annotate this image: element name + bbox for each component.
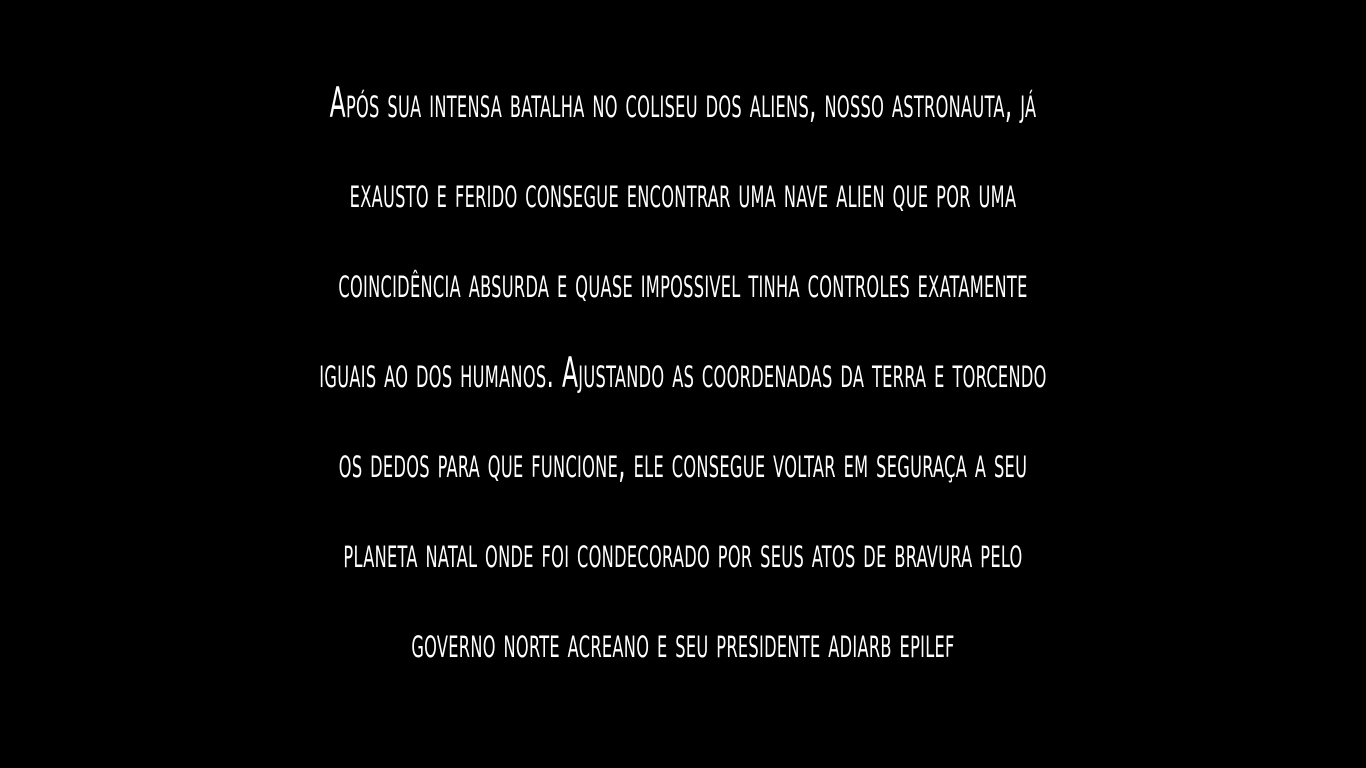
story-line-3: coincidência absurda e quase impossivel tinha controles exatamente	[338, 258, 1028, 307]
story-line-6: planeta natal onde foi condecorado por seus atos de bravura pelo	[343, 528, 1023, 577]
story-line-4: iguais ao dos humanos. Ajustando as coordenadas da terra e torcendo	[319, 348, 1047, 397]
story-line-1: Após sua intensa batalha no coliseu dos aliens, nosso astronauta, já	[329, 78, 1037, 127]
story-line-2: exausto e ferido consegue encontrar uma nave alien que por uma	[349, 168, 1017, 217]
story-line-7: governo norte acreano e seu presidente adiarb epilef	[411, 618, 955, 667]
story-line-5: os dedos para que funcione, ele consegue voltar em seguraça a seu	[338, 438, 1028, 487]
story-text-block	[40, 58, 1326, 688]
